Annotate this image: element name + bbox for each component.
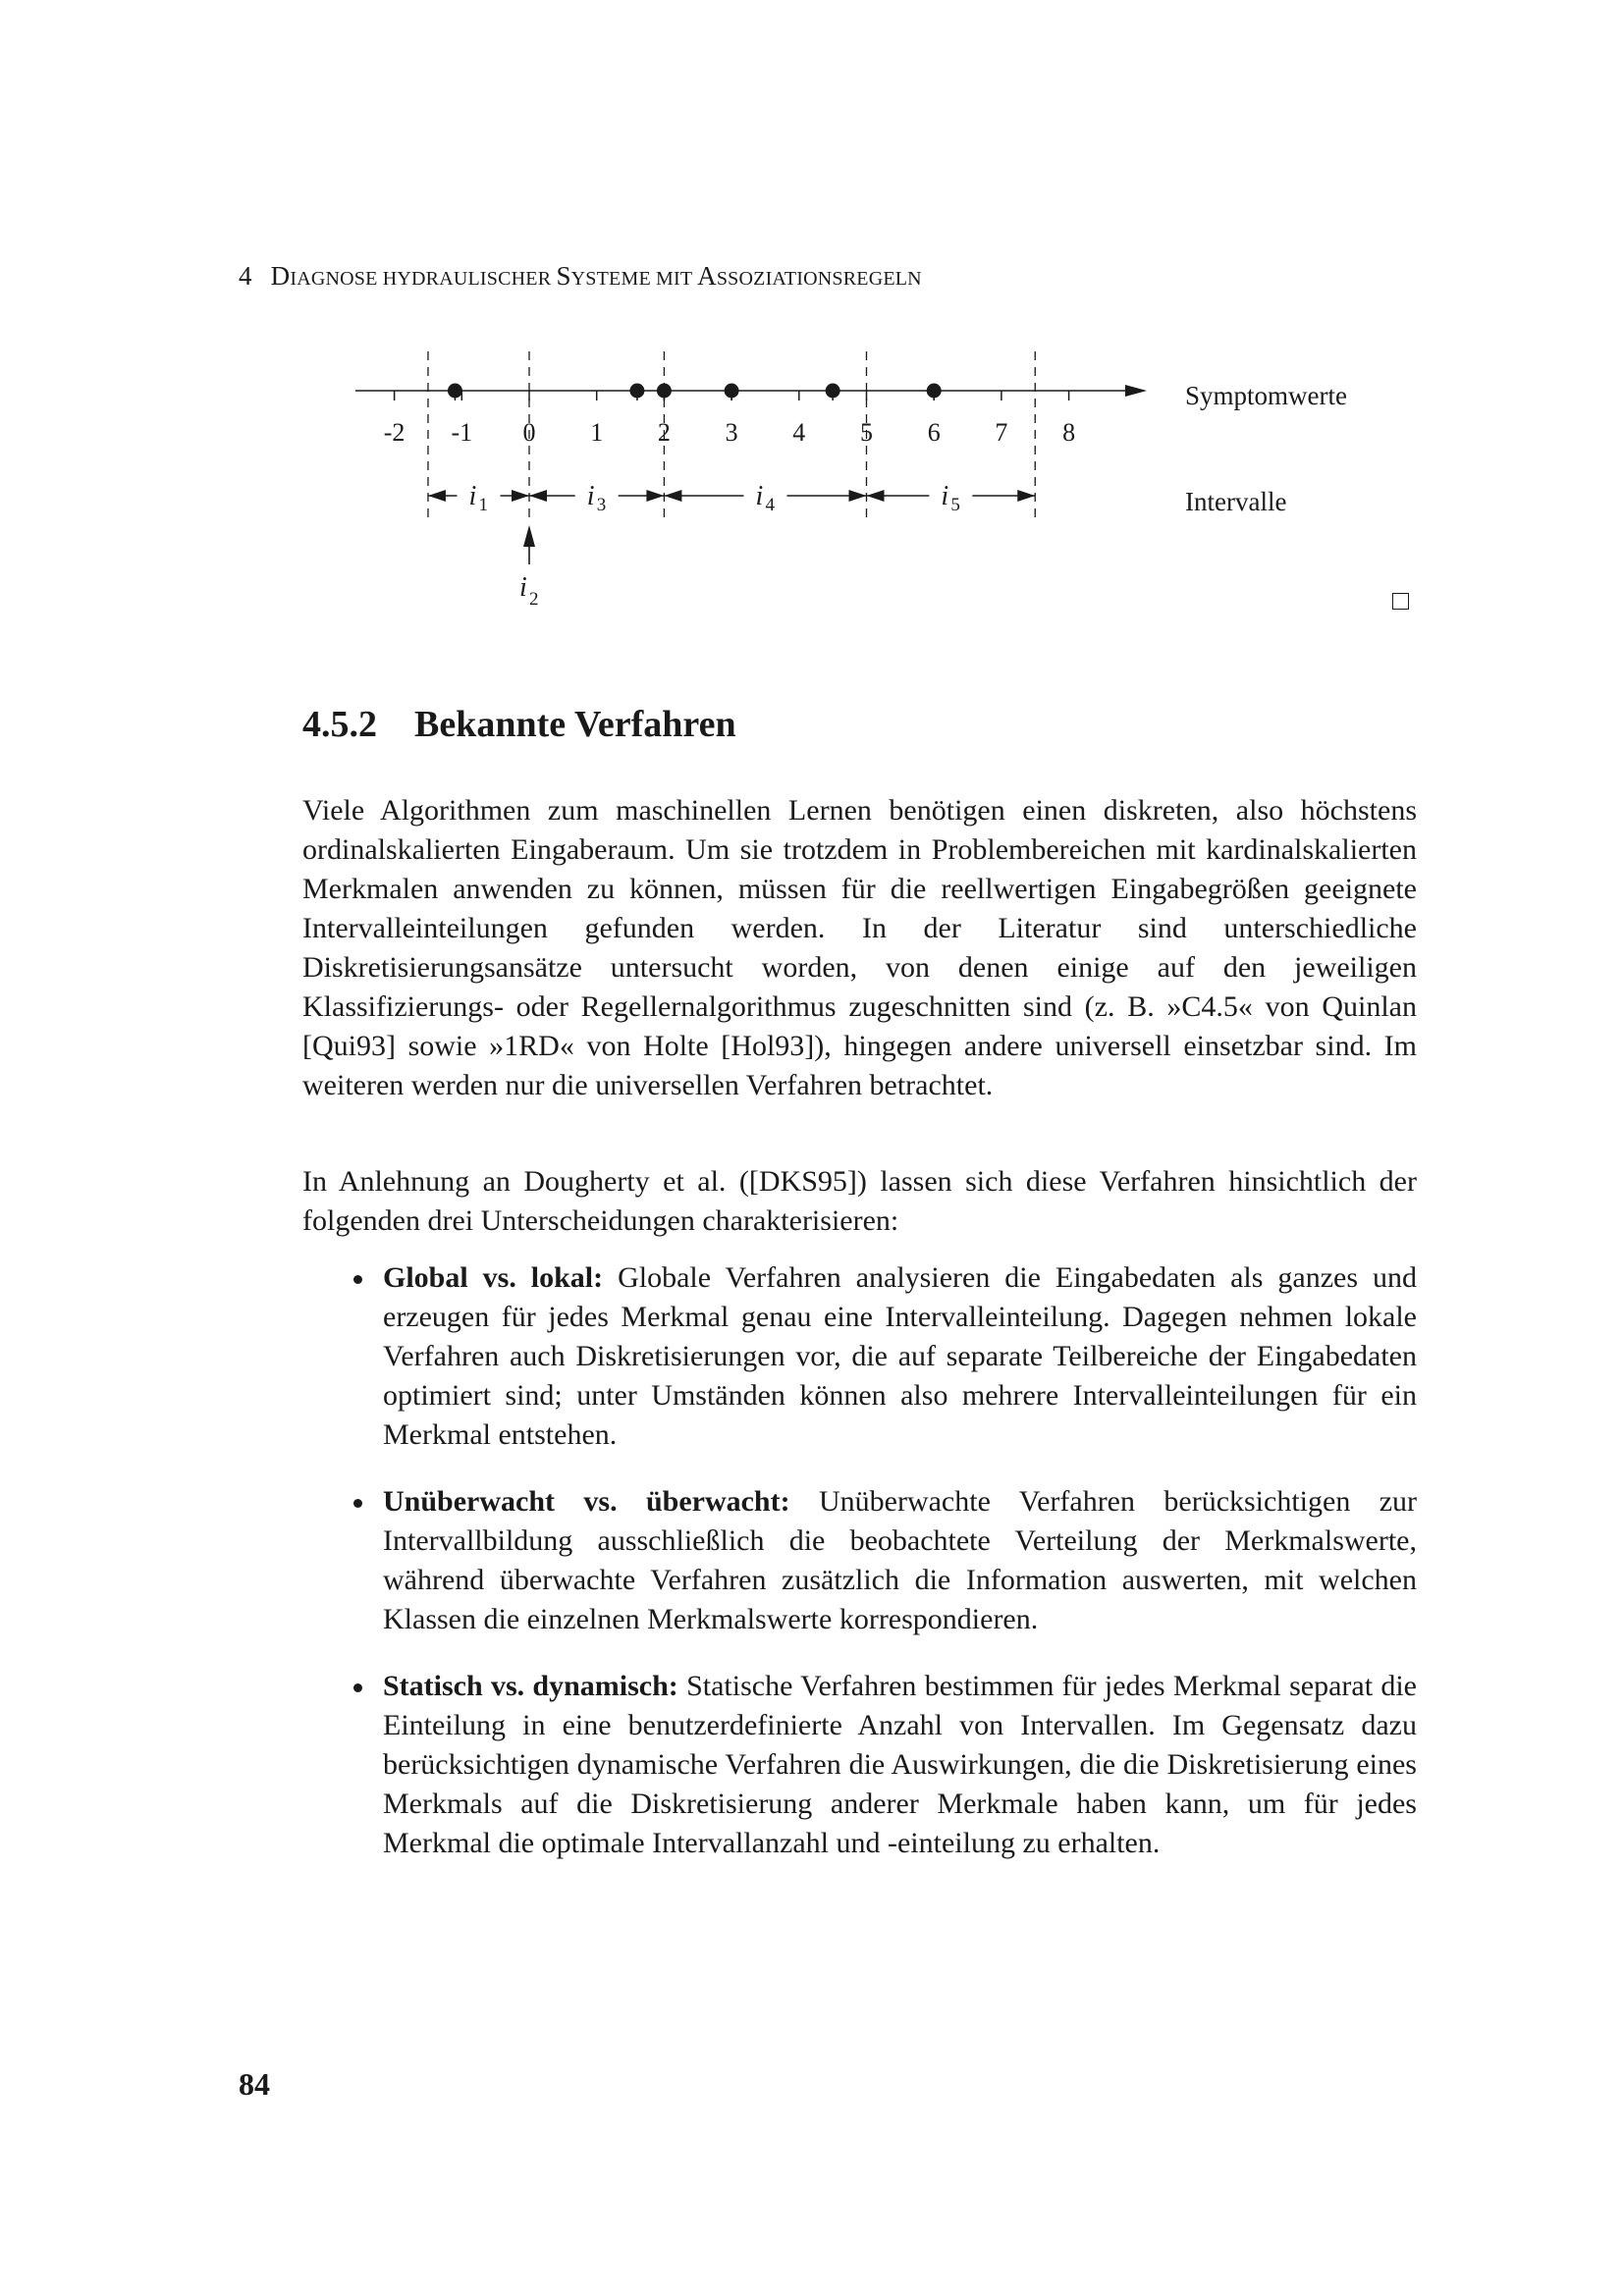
- interval-arrowhead: [1017, 490, 1035, 502]
- list-item: [302, 1258, 1417, 1455]
- interval-arrowhead: [512, 490, 529, 502]
- paragraph-2: [302, 1162, 1417, 1241]
- bullet-icon: [353, 1275, 362, 1284]
- symptom-point: [927, 384, 942, 399]
- symptom-point: [657, 384, 672, 399]
- title-part: D: [270, 261, 291, 291]
- list-item-term: Statisch vs. dynamisch:: [383, 1670, 678, 1702]
- interval-label: i: [755, 481, 764, 511]
- interval-label-subscript: 3: [596, 495, 607, 515]
- interval-row-label: Intervalle: [1185, 487, 1287, 516]
- list-item-text: Unüberwachte Verfahren berücksichtigen zur Intervallbildung ausschließlich die beobachtete Verteilung der Merkmalswerte, während überwachte Verfahren zusätzlich die Information auswerten, mit welchen Klassen die einzelnen Merkmalswerte korrespondieren.: [383, 1485, 1418, 1635]
- list-item: [302, 1482, 1417, 1639]
- tick-label: 5: [860, 418, 873, 447]
- tick-label: 4: [792, 418, 806, 447]
- end-of-example-box: [1392, 593, 1409, 610]
- tick-label: 1: [590, 418, 604, 447]
- symptom-point: [629, 384, 644, 399]
- title-part: S: [556, 261, 571, 291]
- tick-label: 2: [657, 418, 671, 447]
- tick-label: 8: [1062, 418, 1076, 447]
- list-item-text: Statische Verfahren bestimmen für jedes Merkmal separat die Einteilung in eine benutzerdefinierte Anzahl von Intervallen. Im Gegensatz dazu berücksichtigen dynamische Verfahren die Auswirkungen, die die Diskretisierung eines Merkmals auf die Diskretisierung anderer Merkmale haben kann, um für jedes Merkmal die optimale Intervallanzahl und -einteilung zu erhalten.: [383, 1670, 1417, 1859]
- symptom-point: [725, 384, 739, 399]
- section-title: Bekannte Verfahren: [414, 704, 736, 745]
- axis-label: Symptomwerte: [1185, 381, 1347, 410]
- list-item-term: Unüberwacht vs. überwacht:: [383, 1485, 790, 1518]
- section-heading: [302, 703, 736, 746]
- interval-label: i: [586, 481, 595, 511]
- interval-label-subscript: 5: [950, 495, 960, 515]
- discretization-figure: [0, 0, 1623, 667]
- list-item-text: Globale Verfahren analysieren die Eingabedaten als ganzes und erzeugen für jedes Merkmal genau eine Intervalleinteilung. Dagegen nehmen lokale Verfahren auch Diskretisierungen vor, die auf separate Teilbereiche der Eingabedaten optimiert sind; unter Umständen können also mehrere Intervalleinteilungen für ein Merkmal entstehen.: [383, 1261, 1417, 1451]
- interval-arrowhead: [428, 490, 446, 502]
- bullet-list: [302, 1258, 1417, 1891]
- tick-label: 6: [927, 418, 941, 447]
- paragraph-1: [302, 791, 1417, 1105]
- chapter-number: 4: [239, 261, 252, 291]
- title-part: SSOZIATIONSREGELN: [716, 268, 922, 290]
- interval-arrowhead: [664, 490, 681, 502]
- bullet-icon: [353, 1499, 362, 1508]
- list-item-term: Global vs. lokal:: [383, 1261, 604, 1294]
- symptom-point: [826, 384, 840, 399]
- title-part: A: [697, 261, 717, 291]
- bullet-icon: [353, 1683, 362, 1692]
- tick-label: -2: [383, 418, 406, 447]
- interval-arrowhead: [867, 490, 885, 502]
- tick-label: 7: [995, 418, 1008, 447]
- title-part: YSTEME MIT: [570, 268, 698, 290]
- interval-label-subscript: 1: [478, 495, 488, 515]
- interval-label-subscript: 4: [765, 495, 775, 515]
- axis-arrowhead: [1125, 385, 1147, 397]
- interval-arrowhead: [529, 490, 547, 502]
- tick-label: 3: [725, 418, 738, 447]
- symptom-point: [448, 384, 462, 399]
- list-item: [302, 1667, 1417, 1863]
- section-number: 4.5.2: [302, 704, 377, 745]
- point-interval-label-subscript: 2: [529, 589, 539, 610]
- point-interval-arrowhead: [523, 525, 535, 547]
- tick-label: 0: [522, 418, 536, 447]
- interval-arrowhead: [849, 490, 867, 502]
- point-interval-label: i: [519, 572, 527, 603]
- page-number: 84: [239, 2066, 270, 2102]
- interval-label: i: [468, 481, 477, 511]
- paragraph-text: In Anlehnung an Dougherty et al. ([DKS95]) lassen sich diese Verfahren hinsichtlich der folgenden drei Unterscheidungen charakterisieren:: [302, 1165, 1417, 1237]
- paragraph-text: Viele Algorithmen zum maschinellen Lernen benötigen einen diskreten, also höchstens ordinalskalierten Eingaberaum. Um sie trotzdem in Problembereichen mit kardinalskalierten Merkmalen anwenden zu können, müssen für die reellwertigen Eingabegrößen geeignete Intervalleinteilungen gefunden werden. In der Literatur sind unterschiedliche Diskretisierungsansätze untersucht worden, von denen einige auf den jeweiligen Klassifizierungs- oder Regellernalgorithmus zugeschnitten sind (z. B. »C4.5« von Quinlan [Qui93] sowie »1RD« von Holte [Hol93]), hingegen andere universell einsetzbar sind. Im weiteren werden nur die universellen Verfahren betrachtet.: [302, 794, 1417, 1101]
- interval-arrowhead: [646, 490, 664, 502]
- title-part: IAGNOSE HYDRAULISCHER: [290, 268, 557, 290]
- interval-label: i: [941, 481, 949, 511]
- tick-label: -1: [451, 418, 473, 447]
